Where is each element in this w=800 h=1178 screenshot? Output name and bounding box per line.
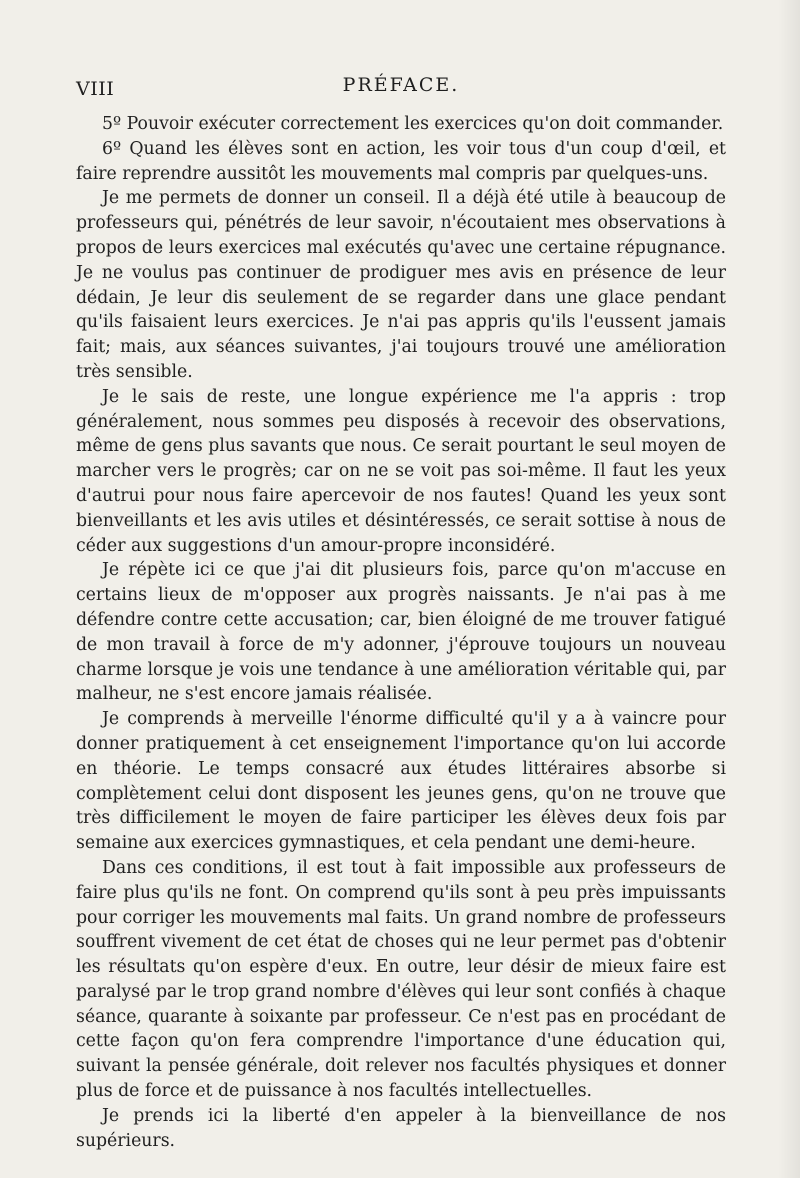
body-text <box>76 112 726 1153</box>
paragraph-experience: Je le sais de reste, une longue expérience me l'a appris : trop généralement, nous sommes peu disposés à recevoir des observations, même de gens plus savants que nous. Ce serait pourtant le seul moyen de marcher vers le progrès; car on ne se voit pas soi-même. Il faut les yeux d'autrui pour nous faire apercevoir de nos fautes! Quand les yeux sont bienveillants et les avis utiles et désintéressés, ce serait sottise à nous de céder aux suggestions d'un amour-propre inconsidéré. <box>76 386 726 556</box>
paragraph-item-6: 6º Quand les élèves sont en action, les voir tous d'un coup d'œil, et faire reprendre aussitôt les mouvements mal compris par quelques-uns. <box>76 138 726 184</box>
running-title: PRÉFACE. <box>342 74 460 96</box>
paragraph-item-5: 5º Pouvoir exécuter correctement les exercices qu'on doit commander. <box>102 114 724 134</box>
page-header <box>76 74 726 104</box>
paragraph-advice: Je me permets de donner un conseil. Il a déjà été utile à beaucoup de professeurs qui, pénétrés de leur savoir, n'écoutaient mes observations à propos de leurs exercices mal exécutés qu'avec une certaine répugnance. Je ne voulus pas continuer de prodiguer mes avis en présence de leur dédain, Je leur dis seulement de se regarder dans une glace pendant qu'ils faisaient leurs exercices. Je n'ai pas appris qu'ils l'eussent jamais fait; mais, aux séances suivantes, j'ai toujours trouvé une amélioration très sensible. <box>76 188 726 382</box>
paragraph-progress: Je répète ici ce que j'ai dit plusieurs fois, parce qu'on m'accuse en certains lieux de m'opposer aux progrès naissants. Je n'ai pas à me défendre contre cette accusation; car, bien éloigné de me trouver fatigué de mon travail à force de m'y adonner, j'éprouve toujours un nouveau charme lorsque je vois une tendance à une amélioration véritable qui, par malheur, ne s'est encore jamais réalisée. <box>76 560 726 705</box>
paragraph-difficulty: Je comprends à merveille l'énorme difficulté qu'il y a à vaincre pour donner pratiquement à cet enseignement l'importance qu'on lui accorde en théorie. Le temps consacré aux études littéraires absorbe si complètement celui dont disposent les jeunes gens, qu'on ne trouve que très difficilement le moyen de faire participer les élèves deux fois par semaine aux exercices gymnastiques, et cela pendant une demi-heure. <box>76 709 726 854</box>
paragraph-appeal: Je prends ici la liberté d'en appeler à la bienveillance de nos supérieurs. <box>76 1105 726 1151</box>
page-number: VIII <box>76 78 115 100</box>
paragraph-conditions: Dans ces conditions, il est tout à fait impossible aux professeurs de faire plus qu'ils ne font. On comprend qu'ils sont à peu près impuissants pour corriger les mouvements mal faits. Un grand nombre de professeurs souffrent vivement de cet état de choses qui ne leur permet pas d'obtenir les résultats qu'on espère d'eux. En outre, leur désir de mieux faire est paralysé par le trop grand nombre d'élèves qui leur sont confiés à chaque séance, quarante à soixante par professeur. Ce n'est pas en procédant de cette façon qu'on fera comprendre l'importance d'une éducation qui, suivant la pensée générale, doit relever nos facultés physiques et donner plus de force et de puissance à nos facultés intellectuelles. <box>76 857 726 1102</box>
page-edge-shadow <box>778 0 800 1178</box>
